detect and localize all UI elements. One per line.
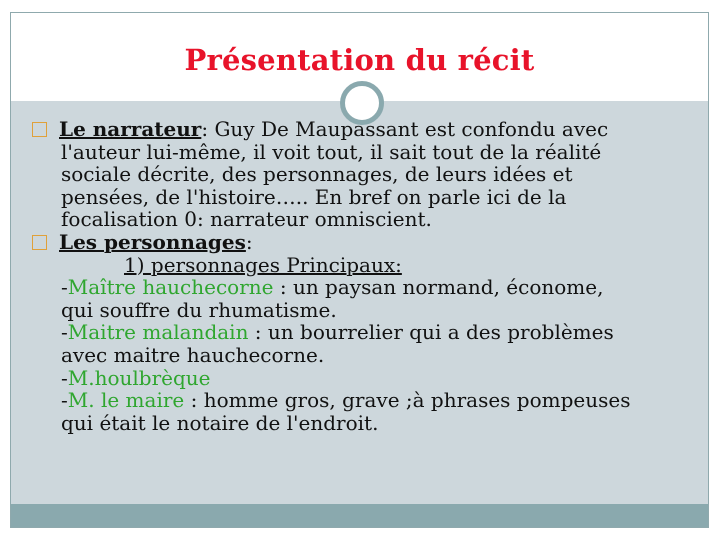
character-desc: : homme gros, grave ;à phrases pompeuses — [184, 388, 631, 413]
personnages-sep: : — [245, 229, 253, 254]
character-desc: : un paysan normand, économe, — [273, 275, 604, 300]
narrateur-term: Le narrateur — [59, 117, 202, 141]
square-bullet-icon — [32, 235, 47, 250]
character-dash: - — [61, 275, 68, 300]
subheading-text: 1) personnages Principaux: — [124, 252, 402, 277]
narrateur-line: focalisation 0: narrateur omniscient. — [61, 207, 432, 232]
bullet-narrateur — [32, 118, 692, 141]
character-desc-continued: qui était le notaire de l'endroit. — [61, 410, 379, 435]
character-name: M.houlbrèque — [67, 365, 211, 390]
character-dash: - — [61, 365, 68, 390]
character-dash: - — [61, 388, 68, 413]
character-name: Maitre malandain — [67, 320, 249, 345]
character-line — [32, 276, 692, 299]
narrateur-line: l'auteur lui-même, il voit tout, il sait tout de la réalité — [61, 139, 602, 164]
footer-band — [11, 504, 708, 527]
character-name: M. le maire — [67, 388, 185, 413]
character-desc: : un bourrelier qui a des problèmes — [248, 320, 614, 345]
narrateur-sep: : — [201, 117, 215, 141]
bullet-personnages — [32, 231, 692, 254]
character-dash: - — [61, 320, 68, 345]
character-desc-continued: avec maitre hauchecorne. — [61, 342, 325, 367]
square-bullet-icon — [32, 122, 47, 137]
character-desc-continued: qui souffre du rhumatisme. — [61, 297, 337, 322]
character-line — [32, 389, 692, 412]
character-line — [32, 367, 692, 390]
character-line — [32, 321, 692, 344]
personnages-term: Les personnages — [59, 229, 246, 254]
narrateur-line: Guy De Maupassant est confondu avec — [214, 117, 609, 141]
slide-content — [32, 118, 692, 434]
narrateur-line: pensées, de l'histoire….. En bref on parle ici de la — [61, 184, 567, 209]
narrateur-line: sociale décrite, des personnages, de leurs idées et — [61, 162, 573, 187]
personnages-subheading — [32, 254, 692, 277]
slide-title: Présentation du récit — [184, 43, 535, 77]
character-name: Maître hauchecorne — [67, 275, 274, 300]
